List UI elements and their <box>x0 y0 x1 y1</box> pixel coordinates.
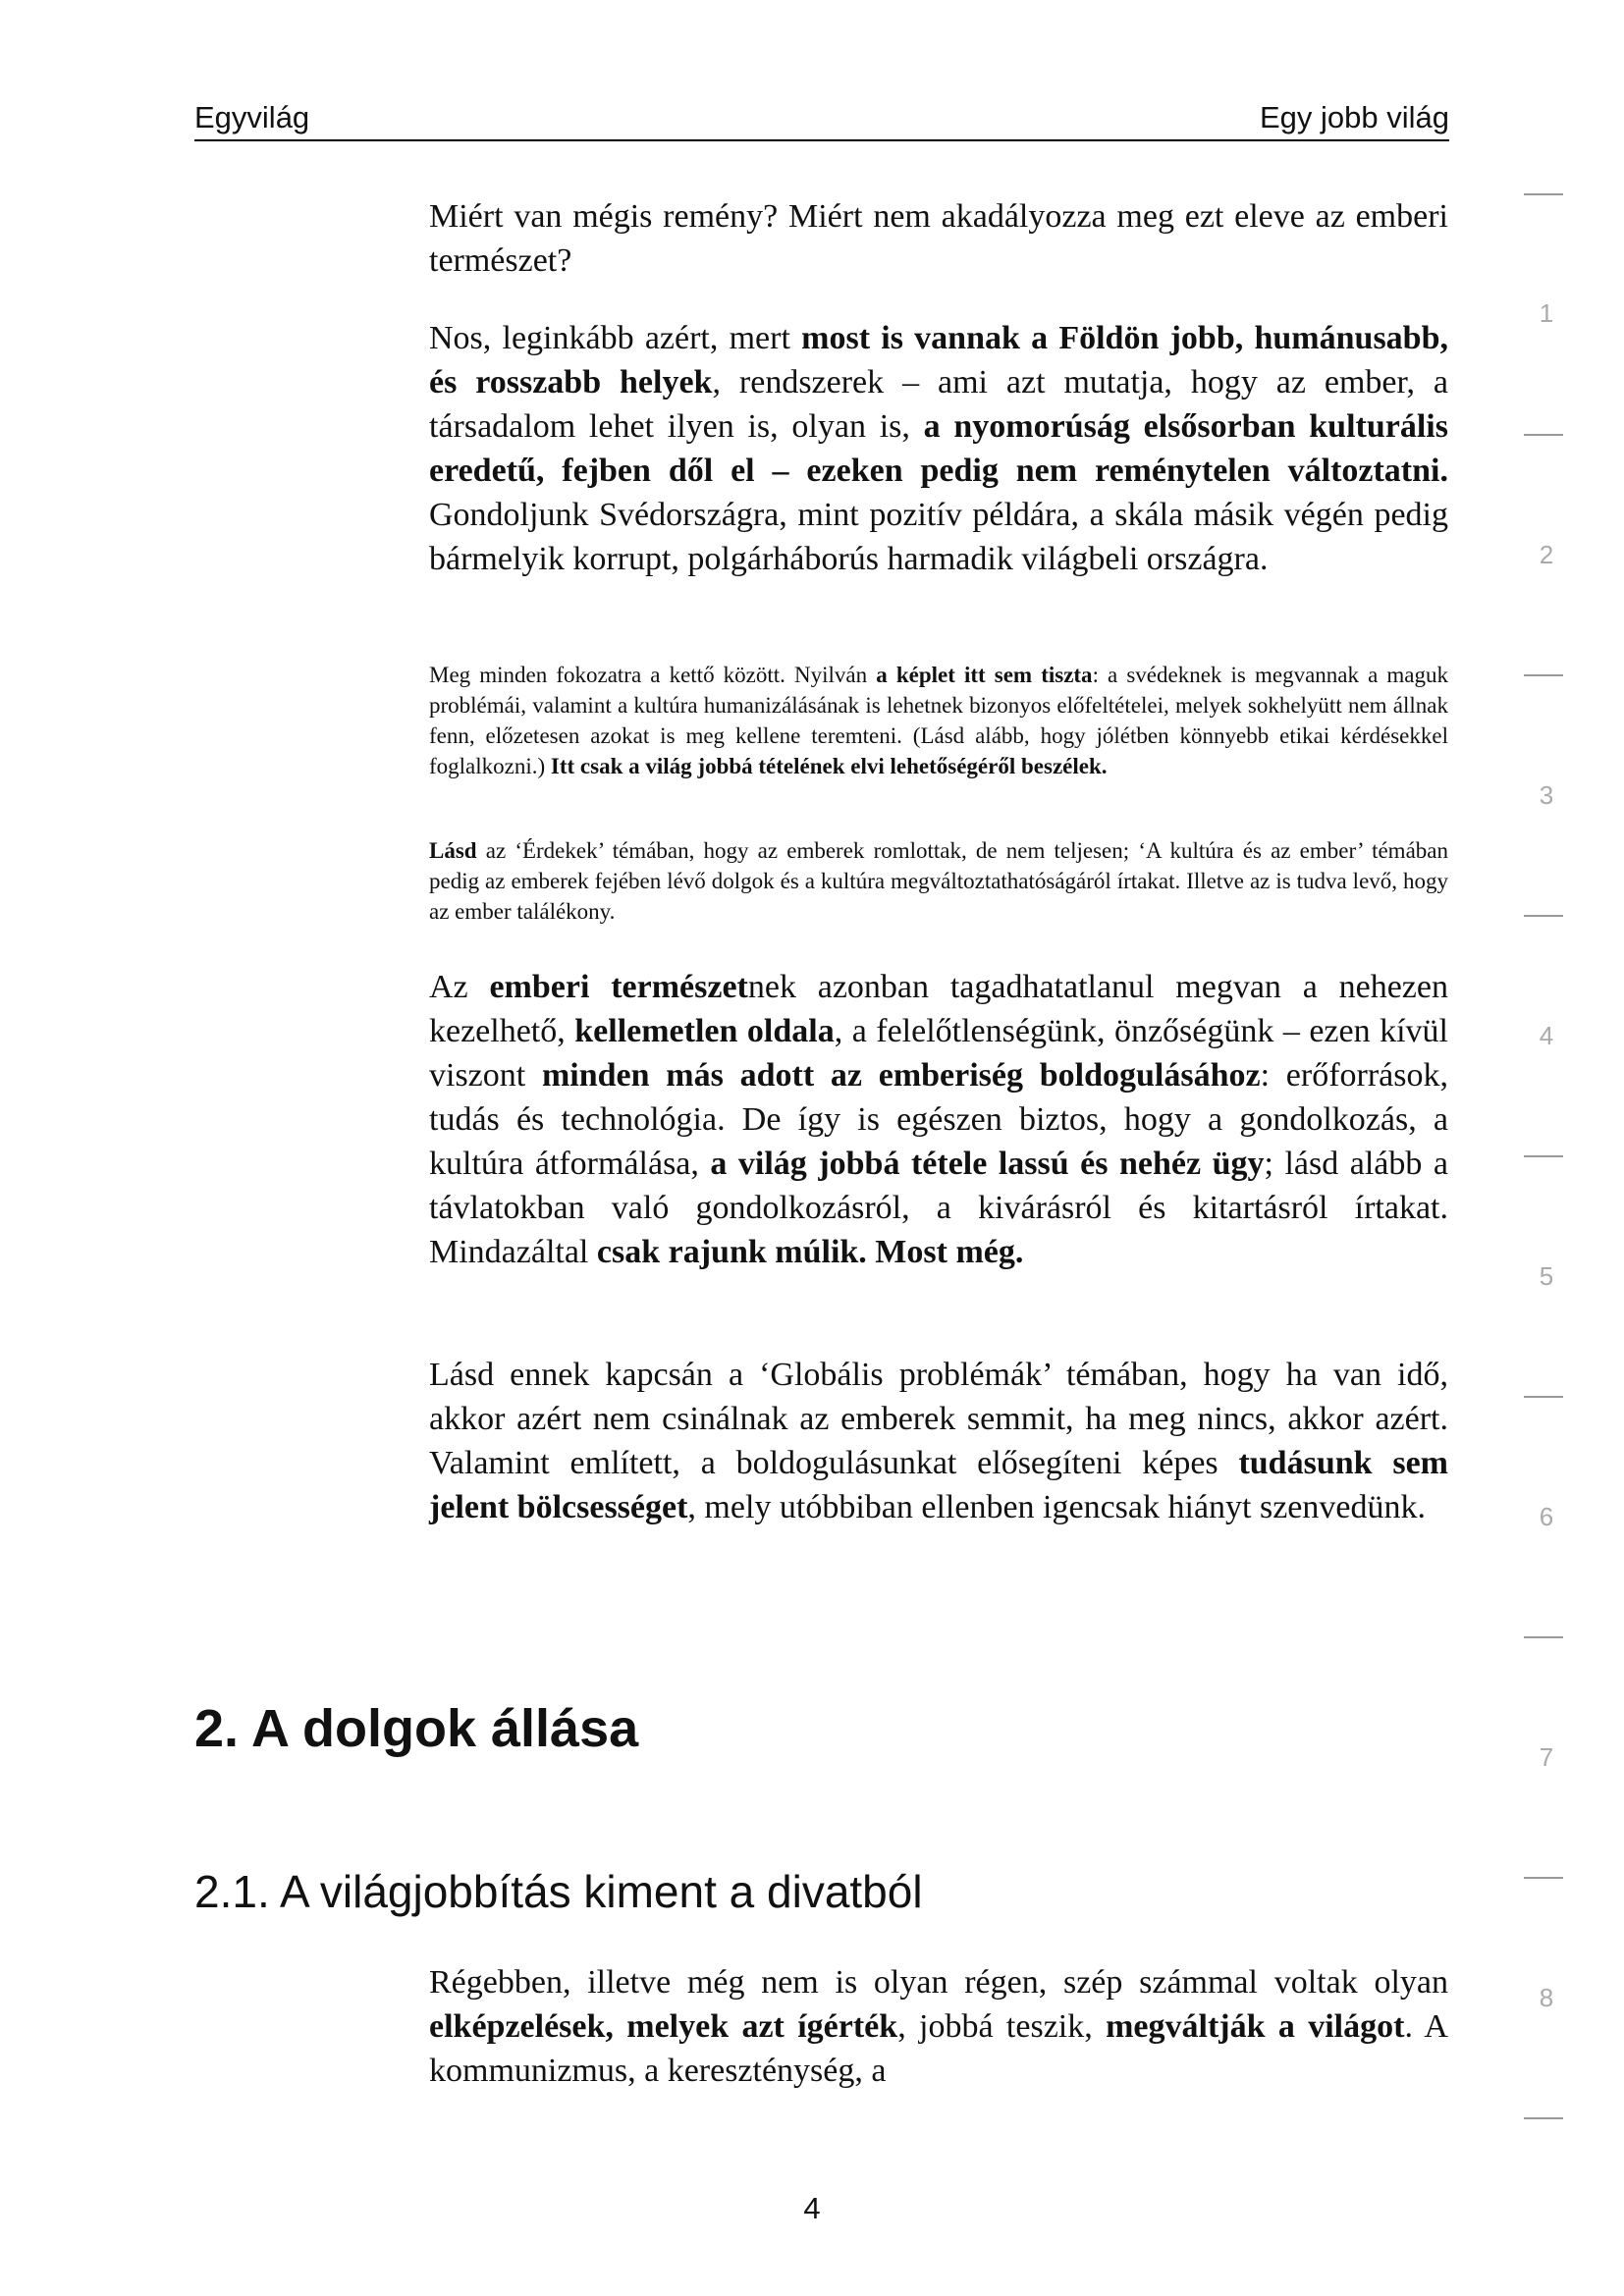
chapter-heading: 2. A dolgok állása <box>194 1699 639 1758</box>
bold-run: csak rajunk múlik. Most még. <box>596 1234 1024 1270</box>
text-run: Meg minden fokozatra a kettő között. Nyilván <box>429 663 877 687</box>
margin-number: 1 <box>1539 298 1554 328</box>
text-run: Lásd ennek kapcsán a ‘Globális problémák’ témában, hogy ha van idő, akkor azért nem csinálnak az emberek semmit, ha meg nincs, akkor azért. Valamint említett, a boldogulásunkat elősegíteni képes <box>429 1357 1448 1481</box>
body-paragraph-5 <box>429 1960 1448 2093</box>
margin-tick <box>1524 674 1563 676</box>
body-paragraph-4 <box>429 1353 1448 1529</box>
bold-run: minden más adott az emberiség boldogulásához <box>541 1057 1261 1094</box>
body-paragraph-1 <box>429 194 1448 283</box>
bold-run: elképzelések, melyek azt ígérték <box>429 2008 898 2045</box>
text-run: Régebben, illetve még nem is olyan régen, szép számmal voltak olyan <box>429 1964 1448 2001</box>
bold-run: a világ jobbá tétele lassú és nehéz ügy <box>710 1146 1265 1182</box>
text-run: Az <box>429 969 490 1005</box>
margin-tick <box>1524 1877 1563 1879</box>
bold-run: megváltják a világot <box>1106 2008 1405 2045</box>
running-header <box>194 96 1449 141</box>
margin-tick <box>1524 193 1563 195</box>
margin-number: 8 <box>1539 1983 1554 2012</box>
bold-run: a nyomorúság elsősorban kulturális eredetű, fejben dől el – ezeken pedig nem reménytelen változtatni. <box>429 408 1448 489</box>
margin-number: 3 <box>1539 780 1554 810</box>
body-paragraph-2 <box>429 316 1448 581</box>
bold-run: kellemetlen oldala <box>574 1013 835 1049</box>
margin-number: 2 <box>1539 540 1554 569</box>
text-run: , a felelőtlenségünk, önzőségünk – ezen kívül viszont <box>429 1013 1448 1094</box>
margin-number: 6 <box>1539 1502 1554 1531</box>
page-number: 4 <box>803 2191 821 2225</box>
text-run: : a svédeknek is megvannak a maguk problémái, valamint a kultúra humanizálásának is lehetnek bizonyos előfeltételei, melyek sokhelyütt nem állnak fenn, előzetesen azokat is meg kellene teremteni. (Lásd alább, hogy jólétben könnyebb etikai kérdésekkel foglalkozni.) <box>429 663 1448 778</box>
text-run: . A kommunizmus, a kereszténység, a <box>429 2008 1448 2089</box>
text-run: ; lásd alább a távlatokban való gondolkozásról, a kivárásról és kitartásról írtakat. Mindazáltal <box>429 1146 1448 1270</box>
text-run: Nos, leginkább azért, mert <box>429 320 802 356</box>
text-run: az ‘Érdekek’ témában, hogy az emberek romlottak, de nem teljesen; ‘A kultúra és az ember’ témában pedig az emberek fejében lévő dolgok és a kultúra megváltoztathatóságáról írtakat. Illetve az is tudva levő, hogy az ember találékony. <box>429 838 1448 924</box>
bold-run: Lásd <box>429 838 477 863</box>
text-run: Gondoljunk Svédországra, mint pozitív példára, a skála másik végén pedig bármelyik korrupt, polgárháborús harmadik világbeli országra. <box>429 497 1448 577</box>
text-run: , rendszerek – ami azt mutatja, hogy az ember, a társadalom lehet ilyen is, olyan is, <box>429 364 1448 445</box>
paragraph-text: Miért van mégis remény? Miért nem akadályozza meg ezt eleve az emberi természet? <box>429 198 1448 279</box>
margin-tick <box>1524 2117 1563 2119</box>
section-heading: 2.1. A világjobbítás kiment a divatból <box>194 1866 923 1917</box>
margin-tick <box>1524 1155 1563 1157</box>
margin-tick <box>1524 1396 1563 1398</box>
text-run: , mely utóbbiban ellenben igencsak hiányt szenvedünk. <box>687 1489 1426 1525</box>
bold-run: Itt csak a világ jobbá tételének elvi lehetőségéről beszélek. <box>550 754 1108 778</box>
bold-run: a képlet itt sem tiszta <box>876 663 1093 687</box>
margin-number: 4 <box>1539 1021 1554 1050</box>
margin-tick <box>1524 1636 1563 1638</box>
bold-run: emberi természet <box>489 969 748 1005</box>
header-left: Egyvilág <box>194 100 310 134</box>
margin-tick <box>1524 915 1563 917</box>
margin-number: 5 <box>1539 1261 1554 1291</box>
text-run: nek azonban tagadhatatlanul megvan a nehezen kezelhető, <box>429 969 1448 1049</box>
body-paragraph-3 <box>429 965 1448 1274</box>
text-run: : erőforrások, tudás és technológia. De így is egészen biztos, hogy a gondolkozás, a kultúra átformálása, <box>429 1057 1449 1182</box>
bold-run: most is vannak a Földön jobb, humánusabb, és rosszabb helyek <box>429 320 1448 400</box>
text-run: , jobbá teszik, <box>897 2008 1107 2045</box>
header-right: Egy jobb világ <box>1259 100 1449 134</box>
margin-tick <box>1524 434 1563 436</box>
small-note-2 <box>429 835 1448 927</box>
margin-number: 7 <box>1539 1742 1554 1772</box>
bold-run: tudásunk sem jelent bölcsességet <box>429 1445 1448 1525</box>
small-note-1 <box>429 660 1448 781</box>
